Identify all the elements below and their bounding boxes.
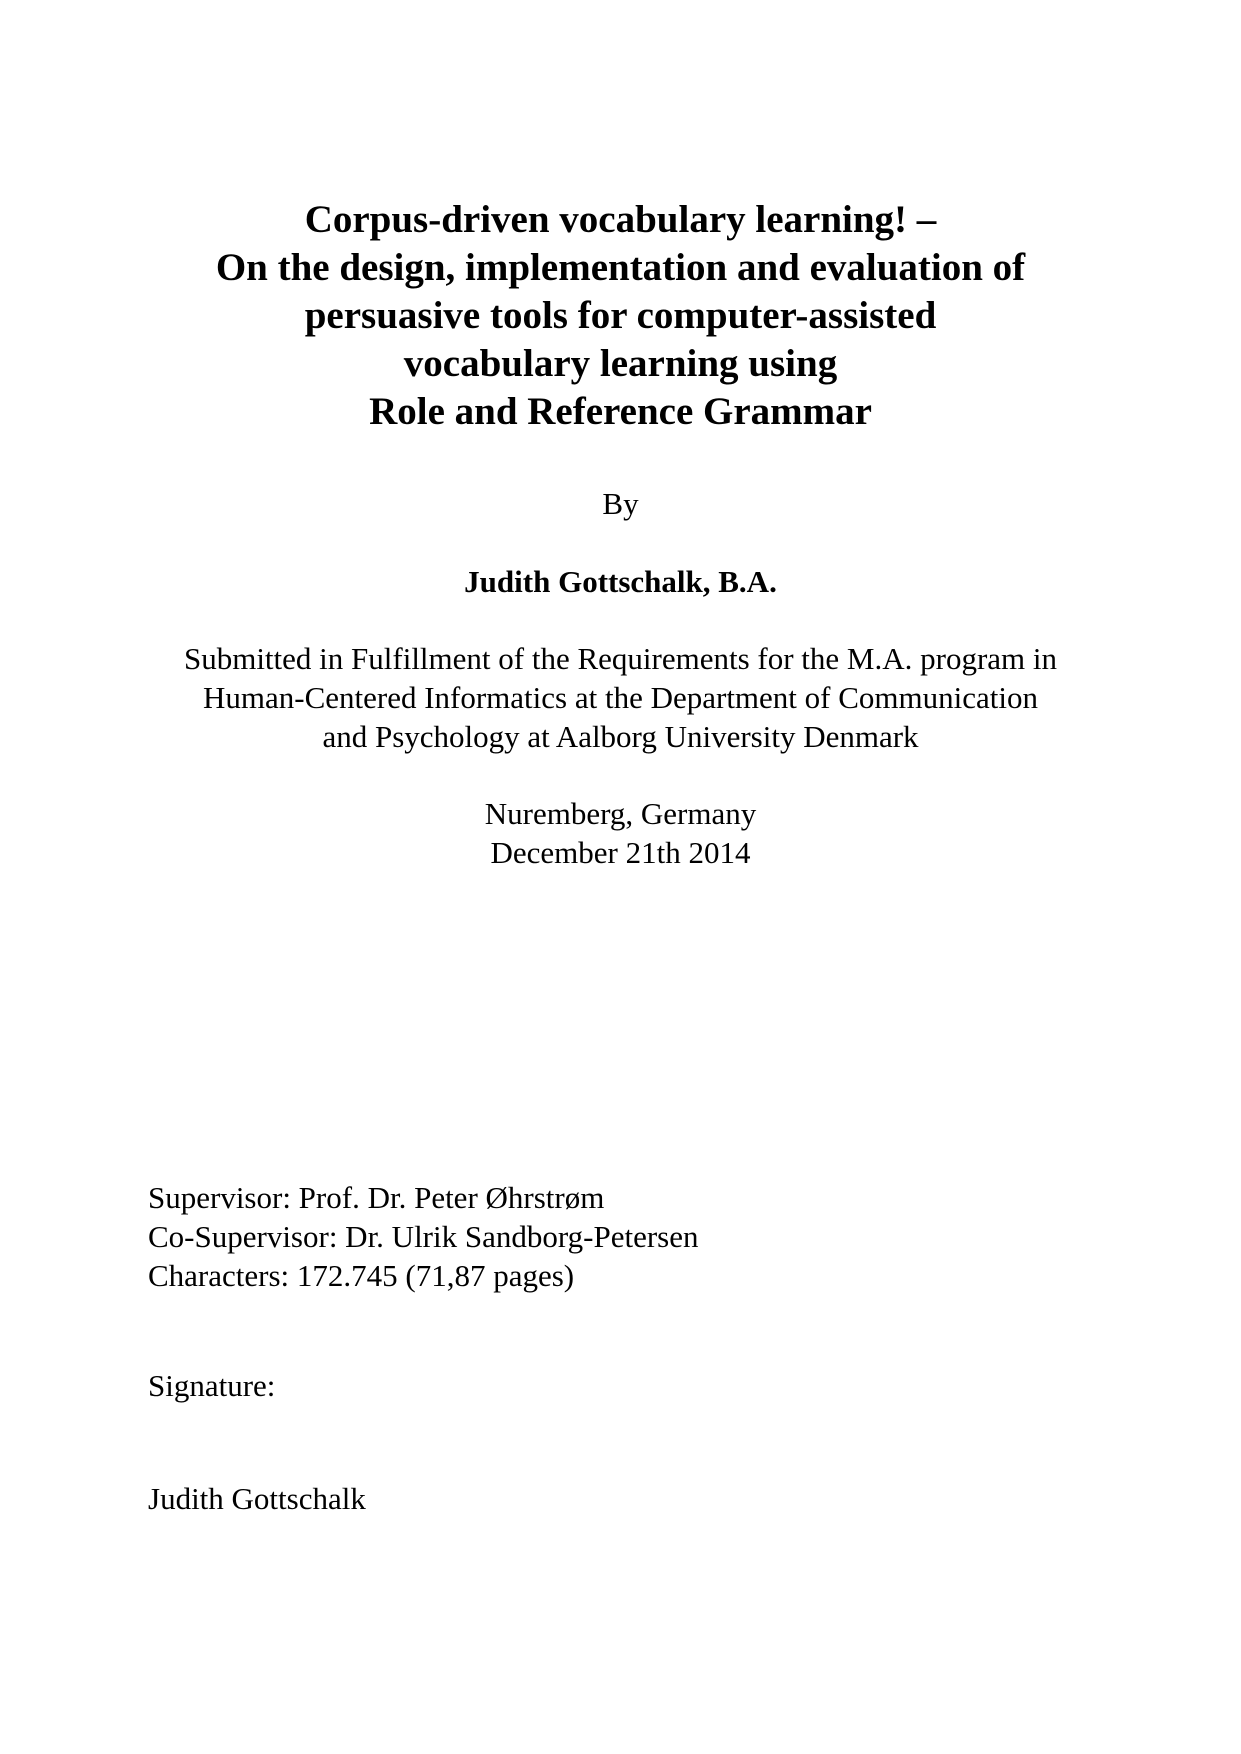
signature-label: Signature: bbox=[148, 1368, 276, 1403]
submission-line-3: and Psychology at Aalborg University Denmark bbox=[322, 719, 919, 754]
by-label: By bbox=[602, 486, 639, 521]
title-line-5: Role and Reference Grammar bbox=[369, 390, 872, 433]
title-line-1: Corpus-driven vocabulary learning! – bbox=[304, 198, 937, 241]
thesis-title bbox=[0, 196, 1241, 436]
title-line-3: persuasive tools for computer-assisted bbox=[304, 294, 937, 337]
date: December 21th 2014 bbox=[490, 835, 751, 870]
character-count: Characters: 172.745 (71,87 pages) bbox=[148, 1258, 575, 1293]
submission-statement bbox=[0, 639, 1241, 756]
place-and-date bbox=[0, 794, 1241, 872]
thesis-metadata bbox=[148, 1178, 698, 1295]
title-line-4: vocabulary learning using bbox=[403, 342, 838, 385]
place: Nuremberg, Germany bbox=[484, 796, 757, 831]
co-supervisor: Co-Supervisor: Dr. Ulrik Sandborg-Petersen bbox=[148, 1219, 699, 1254]
title-line-2: On the design, implementation and evaluation of bbox=[215, 246, 1026, 289]
supervisor: Supervisor: Prof. Dr. Peter Øhrstrøm bbox=[148, 1180, 605, 1215]
signer-name: Judith Gottschalk bbox=[148, 1481, 366, 1516]
author-name: Judith Gottschalk, B.A. bbox=[464, 564, 777, 599]
submission-line-1: Submitted in Fulfillment of the Requirements for the M.A. program in bbox=[183, 641, 1058, 676]
submission-line-2: Human-Centered Informatics at the Department of Communication bbox=[202, 680, 1039, 715]
